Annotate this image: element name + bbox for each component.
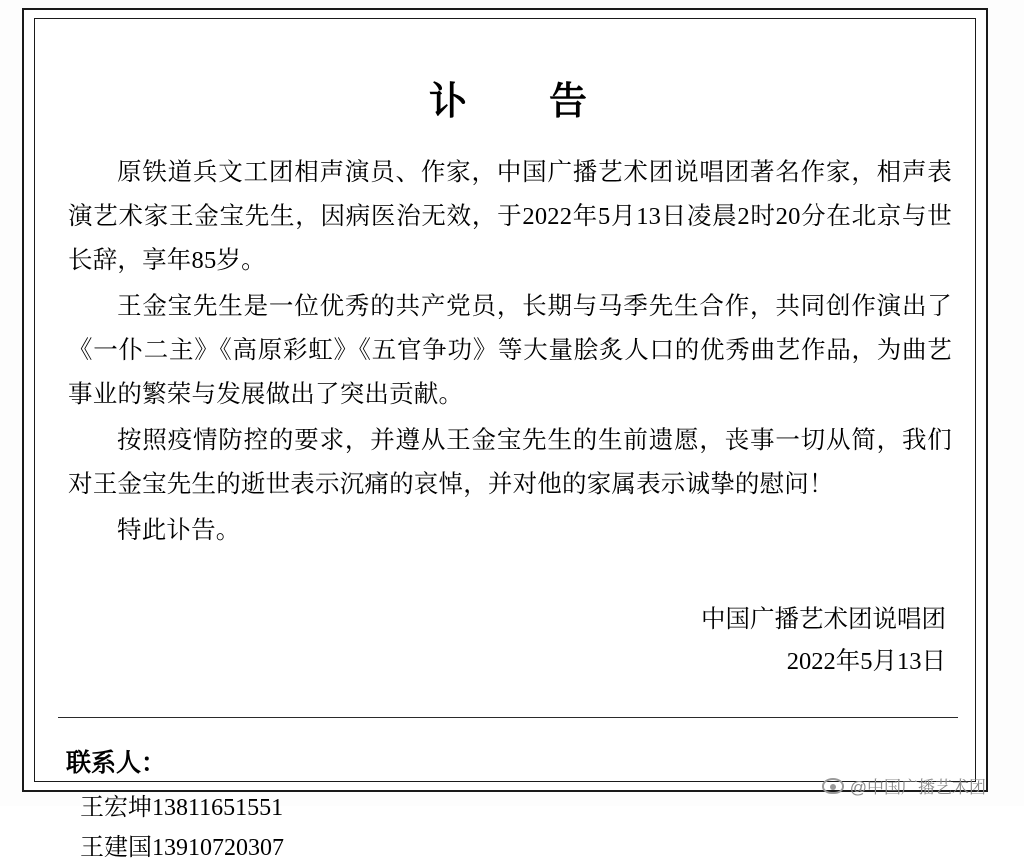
watermark — [822, 773, 986, 798]
signature-block — [58, 599, 958, 683]
list-item: 王建国13910720307 — [80, 835, 284, 861]
contacts-block — [58, 744, 958, 868]
weibo-eye-icon — [822, 778, 844, 794]
document-content — [58, 32, 958, 861]
paragraph-2: 王金宝先生是一位优秀的共产党员，长期与马季先生合作，共同创作演出了《一仆二主》《高原彩虹》《五官争功》等大量脍炙人口的优秀曲艺作品，为曲艺事业的繁荣与发展做出了突出贡献。 — [68, 293, 952, 408]
horizontal-divider — [58, 717, 958, 718]
paragraph-4: 特此讣告。 — [117, 517, 241, 544]
document-body — [58, 151, 958, 553]
list-item: 王宏坤13811651551 — [80, 795, 284, 821]
watermark-label: @中国广播艺术团 — [849, 778, 986, 797]
paragraph-1: 原铁道兵文工团相声演员、作家，中国广播艺术团说唱团著名作家，相声表演艺术家王金宝先生，因病医治无效，于2022年5月13日凌晨2时20分在北京与世长辞，享年85岁。 — [68, 159, 952, 274]
signature-organization: 中国广播艺术团说唱团 — [701, 606, 946, 633]
page-title: 讣 告 — [428, 81, 609, 123]
signature-date: 2022年5月13日 — [786, 648, 946, 675]
paragraph-3: 按照疫情防控的要求，并遵从王金宝先生的生前遗愿，丧事一切从简，我们对王金宝先生的逝世表示沉痛的哀悼，并对他的家属表示诚挚的慰问！ — [68, 427, 952, 498]
contacts-heading: 联系人： — [66, 750, 167, 777]
